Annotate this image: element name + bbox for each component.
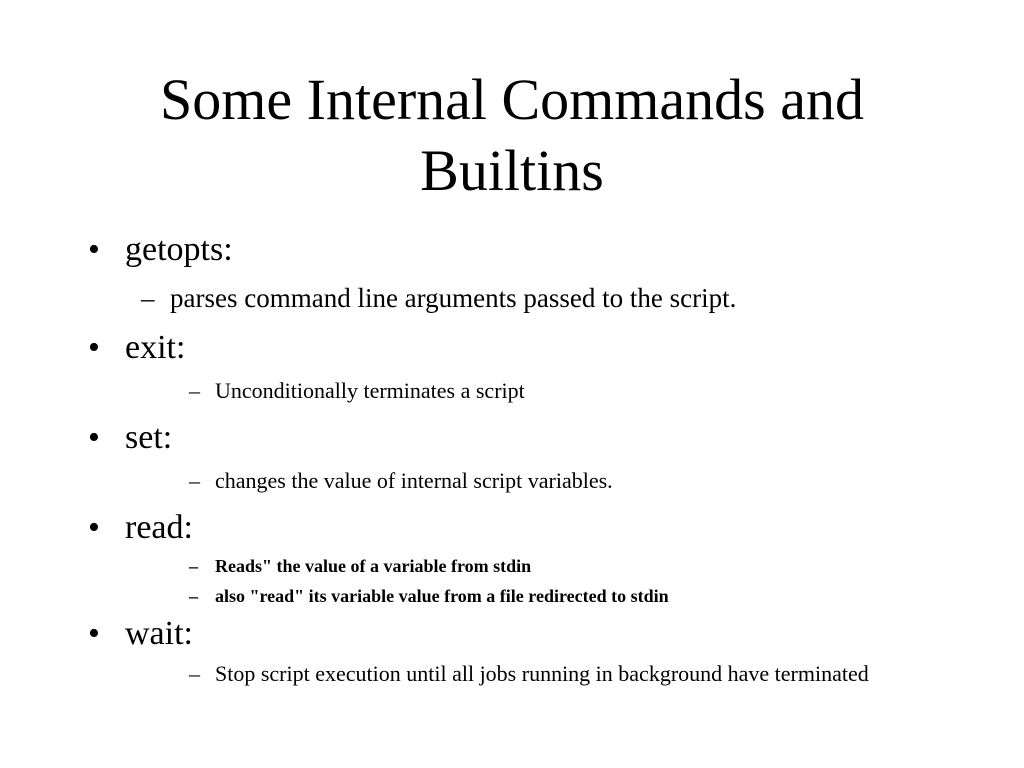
dash-icon: –	[189, 468, 200, 493]
slide-title-line-1: Some Internal Commands and	[160, 67, 864, 132]
dash-icon: –	[189, 556, 198, 576]
dash-icon: –	[141, 283, 155, 313]
bullet-label: wait:	[125, 615, 193, 652]
dash-icon: –	[189, 586, 198, 606]
bullet-icon: •	[88, 231, 100, 268]
sub-bullet-text: Reads" the value of a variable from stdin	[215, 556, 532, 576]
sub-bullet-text: changes the value of internal script variables.	[215, 468, 613, 493]
dash-icon: –	[189, 378, 200, 403]
sub-bullet-text: parses command line arguments passed to the script.	[170, 283, 737, 313]
bullet-icon: •	[88, 509, 100, 546]
slide-title-line-2: Builtins	[420, 138, 604, 203]
bullet-icon: •	[88, 419, 100, 456]
bullet-label: set:	[125, 419, 173, 456]
sub-bullet-text: Unconditionally terminates a script	[215, 378, 525, 403]
bullet-label: getopts:	[125, 231, 233, 268]
sub-bullet-text: also "read" its variable value from a file redirected to stdin	[215, 586, 669, 606]
dash-icon: –	[189, 661, 200, 686]
sub-bullet-text: Stop script execution until all jobs running in background have terminated	[215, 661, 869, 686]
slide-title	[0, 64, 1024, 206]
bullet-icon: •	[88, 615, 100, 652]
bullet-icon: •	[88, 329, 100, 366]
bullet-label: read:	[125, 509, 193, 546]
bullet-label: exit:	[125, 329, 186, 366]
